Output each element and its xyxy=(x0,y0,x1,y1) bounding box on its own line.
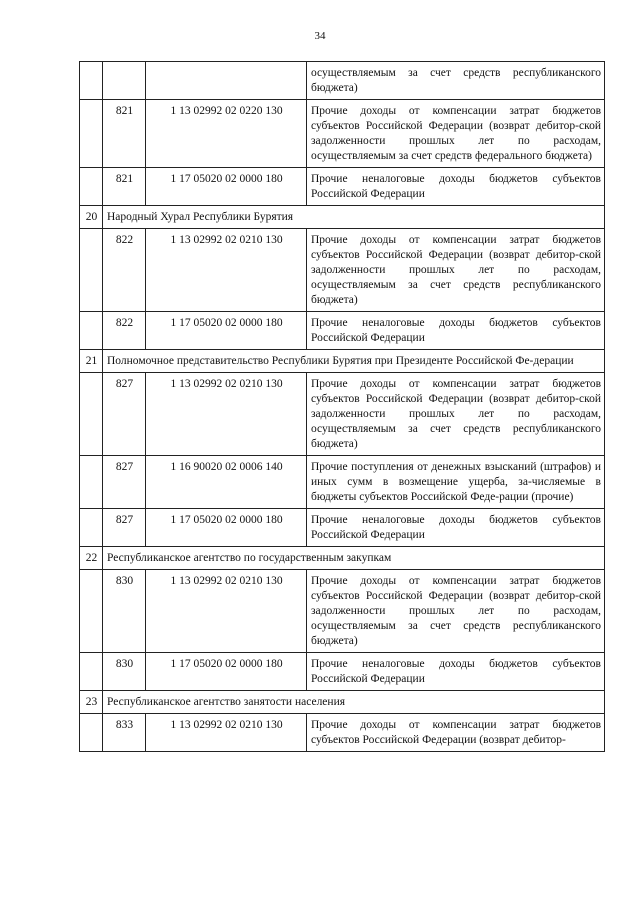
row-number-cell xyxy=(80,312,103,350)
row-number-cell xyxy=(80,653,103,691)
revenue-description: Прочие неналоговые доходы бюджетов субъектов Российской Федерации xyxy=(307,509,605,547)
admin-code: 827 xyxy=(103,373,146,456)
table-row xyxy=(80,62,605,100)
revenue-description: Прочие неналоговые доходы бюджетов субъектов Российской Федерации xyxy=(307,653,605,691)
table-row xyxy=(80,229,605,312)
admin-code: 830 xyxy=(103,653,146,691)
revenue-codes-table xyxy=(79,61,605,752)
revenue-description: Прочие доходы от компенсации затрат бюджетов субъектов Российской Федерации (возврат дебитор- xyxy=(307,714,605,752)
row-number-cell xyxy=(80,509,103,547)
section-row xyxy=(80,350,605,373)
admin-code: 827 xyxy=(103,509,146,547)
budget-classification-code: 1 16 90020 02 0006 140 xyxy=(146,456,307,509)
revenue-description: Прочие доходы от компенсации затрат бюджетов субъектов Российской Федерации (возврат дебитор-ской задолженности прошлых лет по расходам, осуществляемым за счет средств республиканского бюджета) xyxy=(307,570,605,653)
table-row xyxy=(80,714,605,752)
row-number-cell xyxy=(80,100,103,168)
row-number-cell xyxy=(80,373,103,456)
section-title: Республиканское агентство занятости населения xyxy=(103,691,605,714)
budget-classification-code: 1 13 02992 02 0210 130 xyxy=(146,229,307,312)
section-title: Народный Хурал Республики Бурятия xyxy=(103,206,605,229)
section-row xyxy=(80,206,605,229)
row-number-cell xyxy=(80,714,103,752)
row-number-cell xyxy=(80,62,103,100)
table-row xyxy=(80,570,605,653)
section-number: 22 xyxy=(80,547,103,570)
budget-classification-code: 1 17 05020 02 0000 180 xyxy=(146,509,307,547)
revenue-description: Прочие неналоговые доходы бюджетов субъектов Российской Федерации xyxy=(307,312,605,350)
budget-classification-code xyxy=(146,62,307,100)
admin-code: 833 xyxy=(103,714,146,752)
admin-code xyxy=(103,62,146,100)
revenue-description: осуществляемым за счет средств республиканского бюджета) xyxy=(307,62,605,100)
table-row xyxy=(80,168,605,206)
section-number: 23 xyxy=(80,691,103,714)
admin-code: 830 xyxy=(103,570,146,653)
section-title: Полномочное представительство Республики Бурятия при Президенте Российской Фе-дерации xyxy=(103,350,605,373)
table-body xyxy=(80,62,605,752)
revenue-description: Прочие неналоговые доходы бюджетов субъектов Российской Федерации xyxy=(307,168,605,206)
admin-code: 821 xyxy=(103,168,146,206)
table-row xyxy=(80,653,605,691)
admin-code: 821 xyxy=(103,100,146,168)
row-number-cell xyxy=(80,456,103,509)
budget-classification-code: 1 17 05020 02 0000 180 xyxy=(146,653,307,691)
table-row xyxy=(80,312,605,350)
table-row xyxy=(80,456,605,509)
section-number: 20 xyxy=(80,206,103,229)
table-row xyxy=(80,100,605,168)
table-row xyxy=(80,509,605,547)
row-number-cell xyxy=(80,570,103,653)
table-row xyxy=(80,373,605,456)
section-title: Республиканское агентство по государственным закупкам xyxy=(103,547,605,570)
page-number: 34 xyxy=(314,30,326,42)
revenue-description: Прочие доходы от компенсации затрат бюджетов субъектов Российской Федерации (возврат дебитор-ской задолженности прошлых лет по расходам, осуществляемым за счет средств республиканского бюджета) xyxy=(307,373,605,456)
budget-classification-code: 1 13 02992 02 0210 130 xyxy=(146,714,307,752)
section-number: 21 xyxy=(80,350,103,373)
budget-classification-code: 1 17 05020 02 0000 180 xyxy=(146,312,307,350)
revenue-description: Прочие поступления от денежных взысканий (штрафов) и иных сумм в возмещение ущерба, за-числяемые в бюджеты субъектов Российской Феде-рации (прочие) xyxy=(307,456,605,509)
admin-code: 827 xyxy=(103,456,146,509)
admin-code: 822 xyxy=(103,312,146,350)
budget-classification-code: 1 13 02992 02 0220 130 xyxy=(146,100,307,168)
admin-code: 822 xyxy=(103,229,146,312)
row-number-cell xyxy=(80,168,103,206)
section-row xyxy=(80,547,605,570)
revenue-description: Прочие доходы от компенсации затрат бюджетов субъектов Российской Федерации (возврат дебитор-ской задолженности прошлых лет по расходам, осуществляемым за счет средств федерального бюджета) xyxy=(307,100,605,168)
revenue-description: Прочие доходы от компенсации затрат бюджетов субъектов Российской Федерации (возврат дебитор-ской задолженности прошлых лет по расходам, осуществляемым за счет средств республиканского бюджета) xyxy=(307,229,605,312)
section-row xyxy=(80,691,605,714)
budget-classification-code: 1 17 05020 02 0000 180 xyxy=(146,168,307,206)
row-number-cell xyxy=(80,229,103,312)
budget-classification-code: 1 13 02992 02 0210 130 xyxy=(146,373,307,456)
budget-classification-code: 1 13 02992 02 0210 130 xyxy=(146,570,307,653)
